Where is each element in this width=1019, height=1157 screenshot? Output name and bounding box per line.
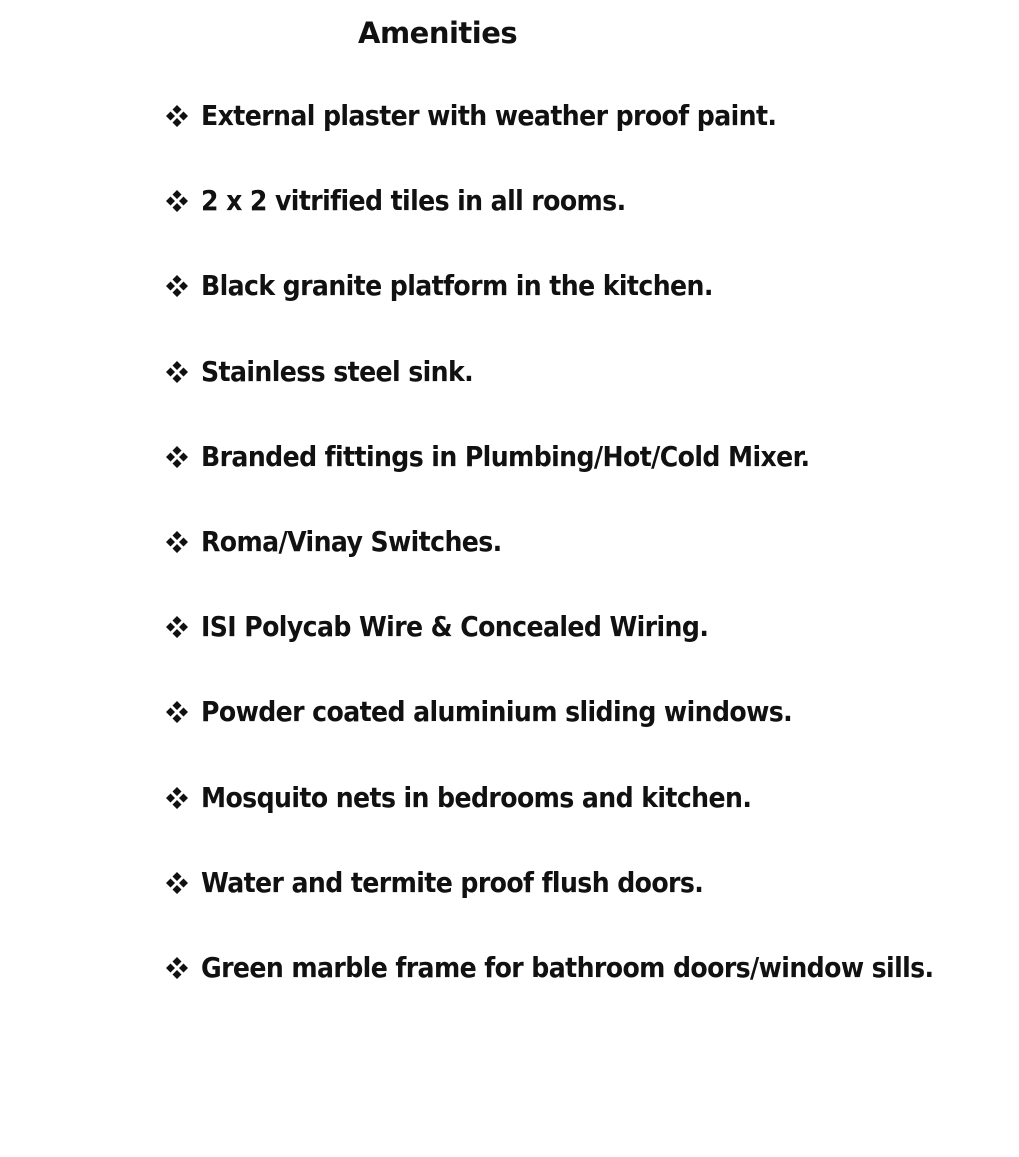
list-item [165, 865, 934, 950]
list-item-text: ISI Polycab Wire & Concealed Wiring. [201, 610, 709, 644]
list-item [165, 98, 934, 183]
four-diamond-bullet-icon [165, 786, 189, 810]
four-diamond-bullet-icon [165, 956, 189, 980]
list-item-text: Mosquito nets in bedrooms and kitchen. [201, 780, 752, 814]
list-item-text: Powder coated aluminium sliding windows. [201, 695, 793, 729]
amenities-list [165, 98, 934, 1035]
list-item [165, 780, 934, 865]
four-diamond-bullet-icon [165, 445, 189, 469]
four-diamond-bullet-icon [165, 871, 189, 895]
list-item-text: Water and termite proof flush doors. [201, 865, 704, 899]
four-diamond-bullet-icon [165, 530, 189, 554]
four-diamond-bullet-icon [165, 189, 189, 213]
list-item [165, 524, 934, 609]
list-item-text: Stainless steel sink. [201, 354, 474, 388]
list-item [165, 950, 934, 1035]
list-item [165, 354, 934, 439]
four-diamond-bullet-icon [165, 615, 189, 639]
list-item [165, 694, 934, 779]
four-diamond-bullet-icon [165, 104, 189, 128]
list-item [165, 609, 934, 694]
four-diamond-bullet-icon [165, 274, 189, 298]
list-item [165, 183, 934, 268]
four-diamond-bullet-icon [165, 700, 189, 724]
list-item-text: Black granite platform in the kitchen. [201, 269, 713, 303]
list-item [165, 439, 934, 524]
page-title: Amenities [358, 16, 518, 50]
list-item [165, 268, 934, 353]
list-item-text: Branded fittings in Plumbing/Hot/Cold Mixer. [201, 439, 810, 473]
four-diamond-bullet-icon [165, 360, 189, 384]
list-item-text: Roma/Vinay Switches. [201, 524, 502, 558]
list-item-text: Green marble frame for bathroom doors/window sills. [201, 950, 934, 984]
list-item-text: External plaster with weather proof paint. [201, 99, 777, 132]
list-item-text: 2 x 2 vitrified tiles in all rooms. [201, 184, 626, 218]
